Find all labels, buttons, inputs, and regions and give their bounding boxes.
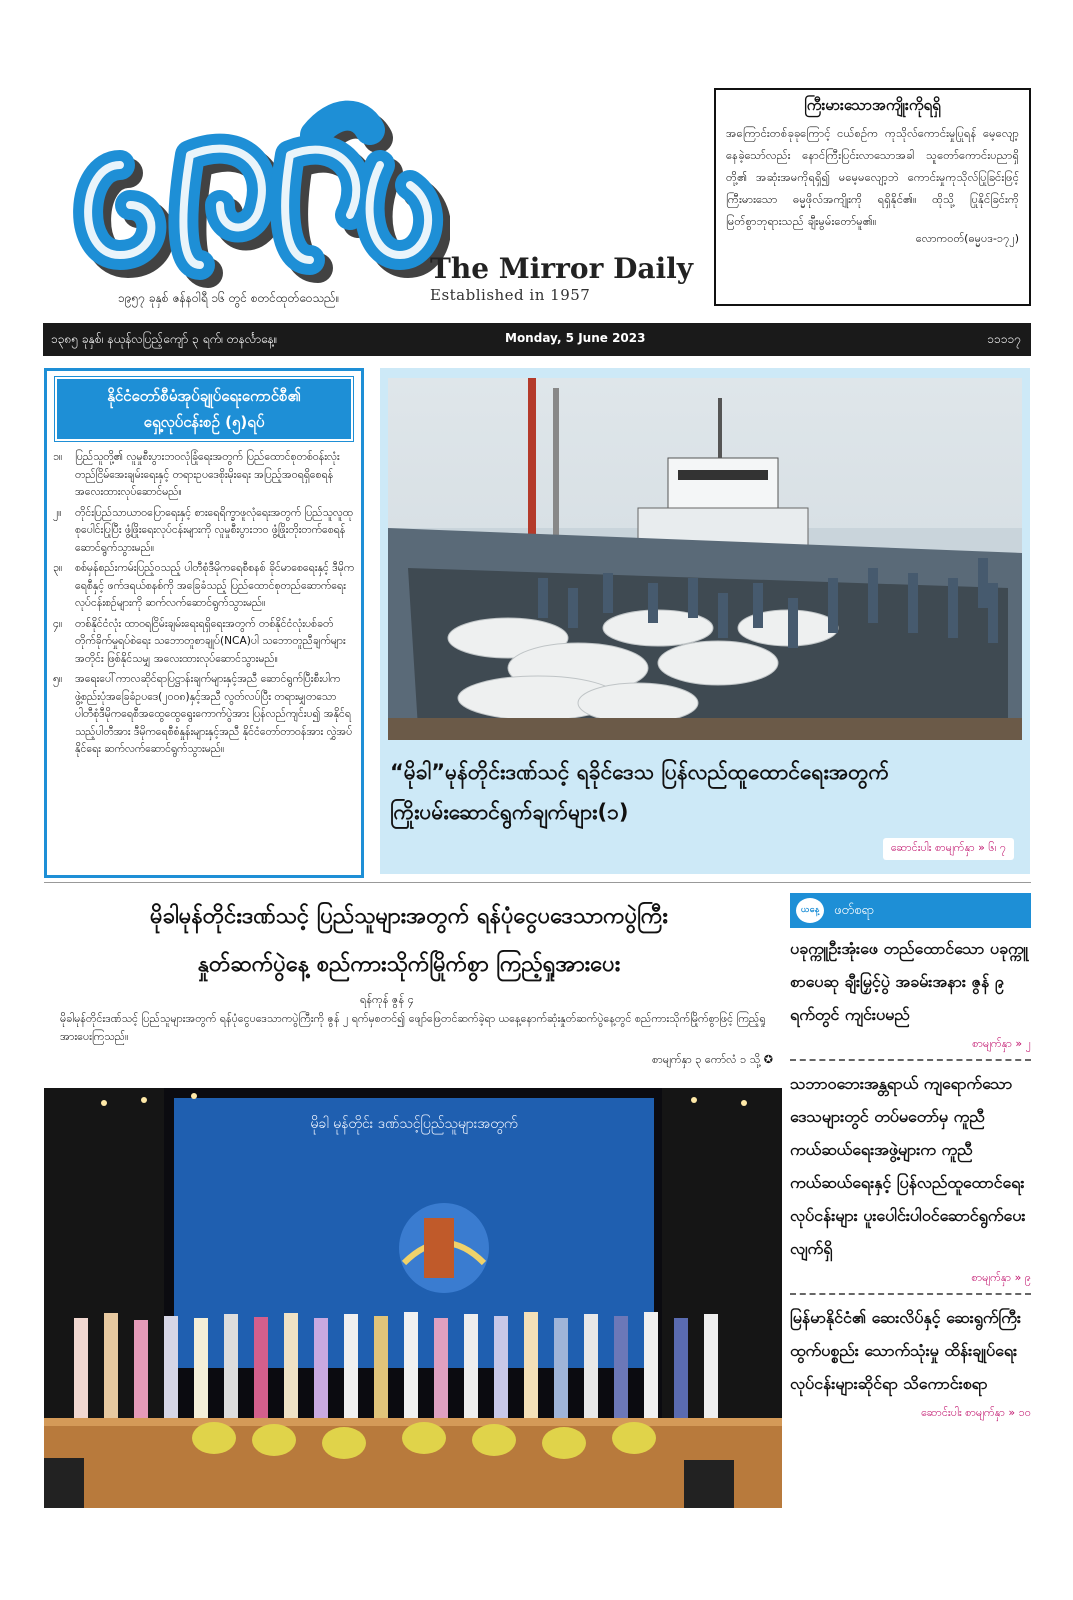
today-badge: ယနေ့ bbox=[796, 898, 824, 923]
stage-photo-art bbox=[44, 1088, 782, 1508]
policy-item bbox=[53, 671, 355, 759]
logo-artwork bbox=[60, 95, 450, 295]
right-column-title: ဖတ်စရာ bbox=[834, 903, 875, 918]
main-headline-line2: နှုတ်ဆက်ပွဲနေ့ စည်ကားသိုက်မြိုက်စွာ ကြည့်ရှုအားပေး bbox=[197, 952, 621, 977]
right-story-headline: မြန်မာနိုင်ငံ၏ ဆေးလိပ်နှင့် ဆေးရွက်ကြီးထွက်ပစ္စည်း သောက်သုံးမှု ထိန်းချုပ်ရေးလုပ်ငန်းများဆိုင်ရာ သိကောင်းစရာ bbox=[790, 1308, 1021, 1393]
main-headline bbox=[44, 893, 774, 989]
policy-item-number: ၅။ bbox=[53, 673, 63, 685]
policy-item-number: ၁။ bbox=[53, 451, 63, 463]
feature-continued: ဆောင်းပါး စာမျက်နှာ » ၆၊ ၇ bbox=[883, 838, 1014, 860]
policy-item-number: ၄။ bbox=[53, 617, 63, 630]
feature-headline-line1: “မိုခါ”မုန်တိုင်းဒဏ်သင့် ရခိုင်ဒေသ ပြန်လည်ထူထောင်ရေးအတွက် bbox=[390, 760, 890, 784]
policy-item bbox=[53, 616, 355, 669]
right-column bbox=[790, 893, 1031, 1428]
policy-heading-line2: ရှေ့လုပ်ငန်းစဉ် (၅)ရပ် bbox=[143, 413, 265, 431]
dashed-divider bbox=[790, 1293, 1031, 1295]
policy-item-number: ၂။ bbox=[53, 506, 62, 519]
date-bar bbox=[43, 323, 1031, 356]
policy-item bbox=[53, 449, 355, 502]
english-title: The Mirror Daily bbox=[430, 252, 694, 285]
policy-item-number: ၃။ bbox=[53, 562, 63, 574]
quote-title: ကြီးမားသောအကျိုးကိုရရှိ bbox=[804, 96, 941, 114]
quote-box bbox=[714, 88, 1031, 306]
english-date: Monday, 5 June 2023 bbox=[505, 331, 646, 345]
myanmar-date: ၁၃၈၅ ခုနှစ်၊ နယုန်လပြည့်ကျော် ၃ ရက်၊ တနင်္လာနေ့။ bbox=[51, 332, 278, 346]
ship-photo bbox=[388, 378, 1022, 740]
issue-number: ၁၁၁၁၇ bbox=[987, 332, 1021, 346]
policy-item-text: တိုင်းပြည်သာယာဝပြောရေးနှင့် စားရေရိက္ခာဖူလုံရေးအတွက် ပြည်သူလူထုစုပေါင်းပြုပြီး ဖွံ့ဖြိုးရေးလုပ်ငန်းများကို လူမှုစီးပွားဘဝ ဖွံ့ဖြိုးတိုးတက်စေရန် ဆောင်ရွက်သွားမည်။ bbox=[75, 506, 353, 554]
policy-item-text: အရေးပေါ်ကာလဆိုင်ရာပြဋ္ဌာန်းချက်များနှင့်အညီ ဆောင်ရွက်ပြီးစီးပါက ဖွဲ့စည်းပုံအခြေခံဥပဒေ(၂၀၀၈)နှင့်အညီ လွတ်လပ်ပြီး တရားမျှတသော ပါတီစုံဒီမိုကရေစီအထွေထွေရွေးကောက်ပွဲအား ပြန်လည်ကျင်းပ၍ အနိုင်ရသည့်ပါတီအား ဒီမိုကရေစီစံနှုန်းများနှင့်အညီ နိုင်ငံတော်တာဝန်အား လွှဲအပ်နိုင်ရေး ဆက်လက်ဆောင်ရွက်သွားမည်။ bbox=[75, 673, 353, 755]
established-text: Established in 1957 bbox=[430, 286, 591, 304]
policy-heading bbox=[55, 377, 353, 441]
quote-source: လောကဝတ်(ဓမ္မပဒ-၁၇၂) bbox=[915, 232, 1019, 245]
stage-banner-text: မိုခါ မုန်တိုင်း ဒဏ်သင့်ပြည်သူများအတွက် bbox=[310, 1116, 518, 1132]
ship-photo-art bbox=[388, 378, 1022, 740]
policy-heading-line1: နိုင်ငံတော်စီမံအုပ်ချုပ်ရေးကောင်စီ၏ bbox=[107, 387, 301, 405]
founded-date: ၁၉၅၇ ခုနှစ် ဇန်နဝါရီ ၁၆ တွင် စတင်ထုတ်ဝေသည်။ bbox=[118, 291, 340, 305]
right-story-continued: စာမျက်နှာ » ၉ bbox=[971, 1271, 1031, 1284]
lede-continued: စာမျက်နှာ ၃ ကော်လံ ၁ သို့ ✪ bbox=[652, 1053, 773, 1066]
policy-list bbox=[53, 449, 355, 759]
right-story-headline: ပခုက္ကူဦးအုံးဖေ တည်ထောင်သော ပခုက္ကူစာပေဆု ချီးမြှင့်ပွဲ အခမ်းအနား ဇွန် ၉ ရက်တွင် ကျင်းပမည် bbox=[790, 939, 1029, 1024]
feature-headline-line2: ကြိုးပမ်းဆောင်ရွက်ချက်များ(၁) bbox=[390, 800, 629, 824]
right-story-continued: ဆောင်းပါး စာမျက်နှာ » ၁၀ bbox=[921, 1406, 1031, 1419]
policy-item bbox=[53, 560, 355, 613]
policy-item-text: စစ်မှန်စည်းကမ်းပြည့်ဝသည့် ပါတီစုံဒီမိုကရေစီစနစ် ခိုင်မာစေရေးနှင့် ဒီမိုကရေစီနှင့် ဖက်ဒရယ်စနစ်ကို အခြေခံသည့် ပြည်ထောင်စုတည်ဆောက်ရေး လုပ်ငန်းစဉ်များကို ဆက်လက်ဆောင်ရွက်သွားမည်။ bbox=[75, 562, 355, 609]
dateline: ရန်ကုန် ဇွန် ၄ bbox=[360, 993, 414, 1006]
main-headline-line1: မိုခါမုန်တိုင်းဒဏ်သင့် ပြည်သူများအတွက် ရန်ပုံငွေပဒေသာကပွဲကြီး bbox=[150, 904, 668, 929]
section-divider bbox=[44, 882, 1031, 883]
feature-headline bbox=[390, 752, 1020, 832]
lede-paragraph: မိုခါမုန်တိုင်းဒဏ်သင့် ပြည်သူများအတွက် ရန်ပုံငွေပဒေသာကပွဲကြီးကို ဇွန် ၂ ရက်မှစတင်၍ ဖျော်ဖြေတင်ဆက်ခဲ့ရာ ယနေ့နောက်ဆုံးနှုတ်ဆက်ပွဲနေ့တွင် စည်ကားသိုက်မြိုက်စွာဖြင့် ကြည့်ရှုအားပေးကြသည်။ bbox=[60, 1012, 766, 1043]
stage-photo bbox=[44, 1088, 782, 1508]
right-story-continued: စာမျက်နှာ » ၂ bbox=[972, 1037, 1031, 1050]
policy-box bbox=[44, 368, 364, 878]
today-reading-header bbox=[790, 893, 1031, 928]
masthead-logo bbox=[60, 95, 450, 295]
policy-item-text: တစ်နိုင်ငံလုံး ထာဝရငြိမ်းချမ်းရေးရရှိရေးအတွက် တစ်နိုင်ငံလုံးပစ်ခတ်တိုက်ခိုက်မှုရပ်စဲရေး သဘောတူစာချုပ်(NCA)ပါ သဘောတူညီချက်များအတိုင်း ဖြစ်နိုင်သမျှ အလေးထားလုပ်ဆောင်သွားမည်။ bbox=[75, 617, 346, 665]
right-story-headline: သဘာဝဘေးအန္တရာယ် ကျရောက်သော ဒေသများတွင် တပ်မတော်မှ ကူညီကယ်ဆယ်ရေးအဖွဲ့များက ကူညီကယ်ဆယ်ရေးနှင့် ပြန်လည်ထူထောင်ရေးလုပ်ငန်းများ ပူးပေါင်းပါဝင်ဆောင်ရွက်ပေးလျက်ရှိ bbox=[790, 1074, 1026, 1258]
quote-body: အကြောင်းတစ်ခုခုကြောင့် ငယ်စဉ်က ကုသိုလ်ကောင်းမှုပြုရန် မေ့လျော့နေခဲ့သော်လည်း နောင်ကြီးပြင်းလာသောအခါ သူတော်ကောင်းပညာရှိတို့၏ အဆုံးအမကိုရရှိ၍ မမေ့မလျော့ဘဲ ကောင်းမှုကုသိုလ်ပြုခြင်းဖြင့် ကြီးမားသော ဓမ္မဖိုလ်အကျိုးကို ရရှိနိုင်၏။ ထိုသို့ ပြုနိုင်ခြင်းကို မြတ်စွာဘုရားသည် ချီးမွမ်းတော်မူ၏။ bbox=[726, 126, 1019, 228]
policy-item-text: ပြည်သူတို့၏ လူမှုစီးပွားဘဝလုံခြုံရေးအတွက် ပြည်ထောင်စုတစ်ဝန်းလုံး တည်ငြိမ်အေးချမ်းရေးနှင့် တရားဥပဒေစိုးမိုးရေး အပြည့်အဝရရှိစေရန် အလေးထားလုပ်ဆောင်မည်။ bbox=[75, 451, 340, 498]
policy-item bbox=[53, 505, 355, 558]
feature-story bbox=[380, 368, 1030, 874]
dashed-divider bbox=[790, 1059, 1031, 1061]
